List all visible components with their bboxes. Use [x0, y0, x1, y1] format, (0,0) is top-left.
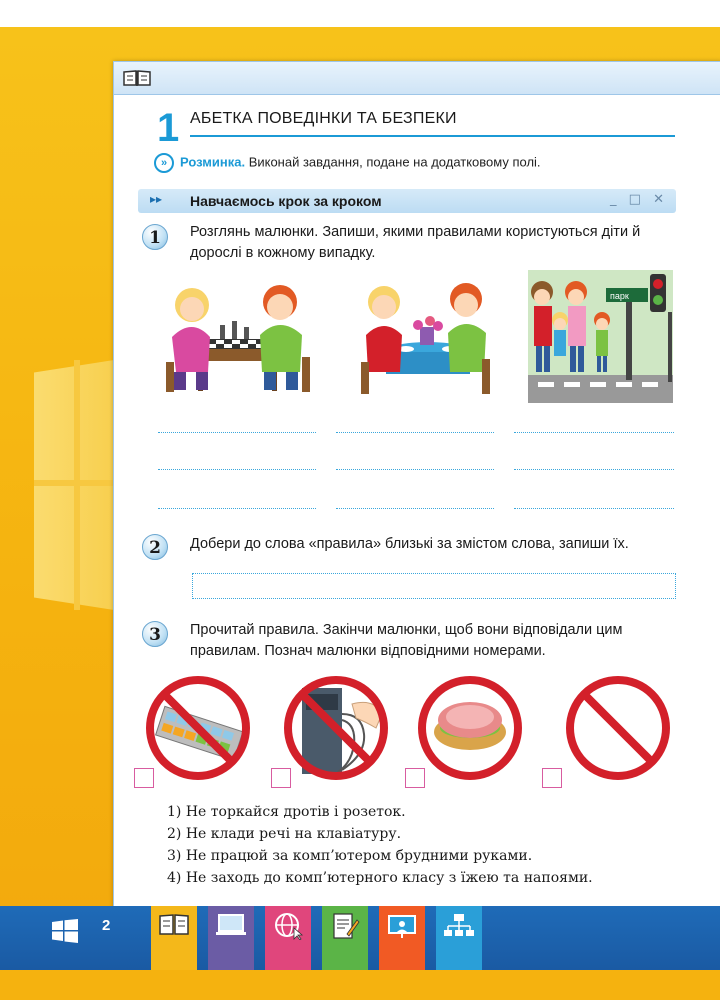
taskbar — [0, 906, 720, 970]
laptop-icon — [215, 912, 247, 938]
lesson-number: 1 — [157, 106, 180, 150]
taskbar-book-button[interactable] — [151, 906, 197, 973]
answer-line[interactable] — [514, 469, 674, 470]
answer-line[interactable] — [336, 469, 494, 470]
kids-eating-illustration — [358, 277, 493, 402]
task-number-1: 1 — [142, 224, 168, 250]
answer-line[interactable] — [158, 508, 316, 509]
taskbar-laptop-button[interactable] — [208, 906, 254, 973]
top-margin — [0, 0, 720, 27]
book-icon — [158, 912, 190, 938]
lesson-title-underline — [190, 135, 675, 137]
page-number: 2 — [102, 917, 111, 934]
window-titlebar — [114, 62, 720, 95]
picture-number-box[interactable] — [271, 768, 291, 788]
chess-players-illustration — [160, 277, 315, 402]
warmup-label: Розминка. — [180, 154, 246, 170]
no-food-sign — [416, 674, 524, 782]
no-wires-sign — [282, 674, 390, 782]
rule-item: 2) Не клади речі на клавіатуру. — [167, 826, 402, 842]
presentation-icon — [386, 912, 418, 940]
answer-line[interactable] — [514, 508, 674, 509]
answer-line[interactable] — [514, 432, 674, 433]
taskbar-document-button[interactable] — [322, 906, 368, 973]
textbook-window — [113, 61, 720, 908]
answer-line[interactable] — [336, 432, 494, 433]
taskbar-presentation-button[interactable] — [379, 906, 425, 973]
task-number-3: 3 — [142, 621, 168, 647]
task-3-text: Прочитай правила. Закінчи малюнки, щоб вони відповідали цим правилам. Познач малюнки відповідними номерами. — [190, 622, 623, 659]
answer-line[interactable] — [158, 432, 316, 433]
rule-item: 1) Не торкайся дротів і розеток. — [167, 804, 406, 820]
picture-number-box[interactable] — [134, 768, 154, 788]
answer-field[interactable] — [192, 573, 676, 599]
windows-start-icon[interactable] — [52, 919, 78, 943]
family-crosswalk-illustration — [528, 270, 673, 403]
bottom-margin — [0, 970, 720, 1000]
double-chevron-icon: » — [154, 153, 174, 173]
no-keyboard-sign — [144, 674, 252, 782]
taskbar-globe-button[interactable] — [265, 906, 311, 973]
globe-icon — [272, 912, 304, 940]
book-icon — [122, 69, 152, 87]
empty-prohibition-sign — [564, 674, 672, 782]
lesson-title: АБЕТКА ПОВЕДІНКИ ТА БЕЗПЕКИ — [190, 110, 457, 127]
park-sign-text: парк — [610, 291, 629, 301]
decorative-window-logo-bar-vertical — [74, 360, 80, 610]
picture-number-box[interactable] — [542, 768, 562, 788]
task-number-2: 2 — [142, 534, 168, 560]
task-1-text: Розглянь малюнки. Запиши, якими правилами користуються діти й дорослі в кожному випадку. — [190, 224, 641, 261]
fast-forward-icon: ▸▸ — [150, 192, 163, 206]
rule-item: 3) Не працюй за комп’ютером брудними руками. — [167, 848, 533, 864]
network-icon — [443, 912, 475, 940]
warmup-line — [154, 153, 541, 173]
section-title: Навчаємось крок за кроком — [190, 193, 382, 209]
section-header — [138, 189, 676, 213]
taskbar-network-button[interactable] — [436, 906, 482, 973]
picture-number-box[interactable] — [405, 768, 425, 788]
task-2-text: Добери до слова «правила» близькі за змістом слова, запиши їх. — [190, 536, 629, 552]
document-edit-icon — [329, 912, 361, 940]
answer-line[interactable] — [158, 469, 316, 470]
warmup-text: Виконай завдання, подане на додатковому полі. — [245, 154, 541, 170]
window-controls[interactable]: _ □ ✕ — [610, 192, 668, 207]
answer-line[interactable] — [336, 508, 494, 509]
rule-item: 4) Не заходь до комп’ютерного класу з їжею та напоями. — [167, 870, 593, 886]
